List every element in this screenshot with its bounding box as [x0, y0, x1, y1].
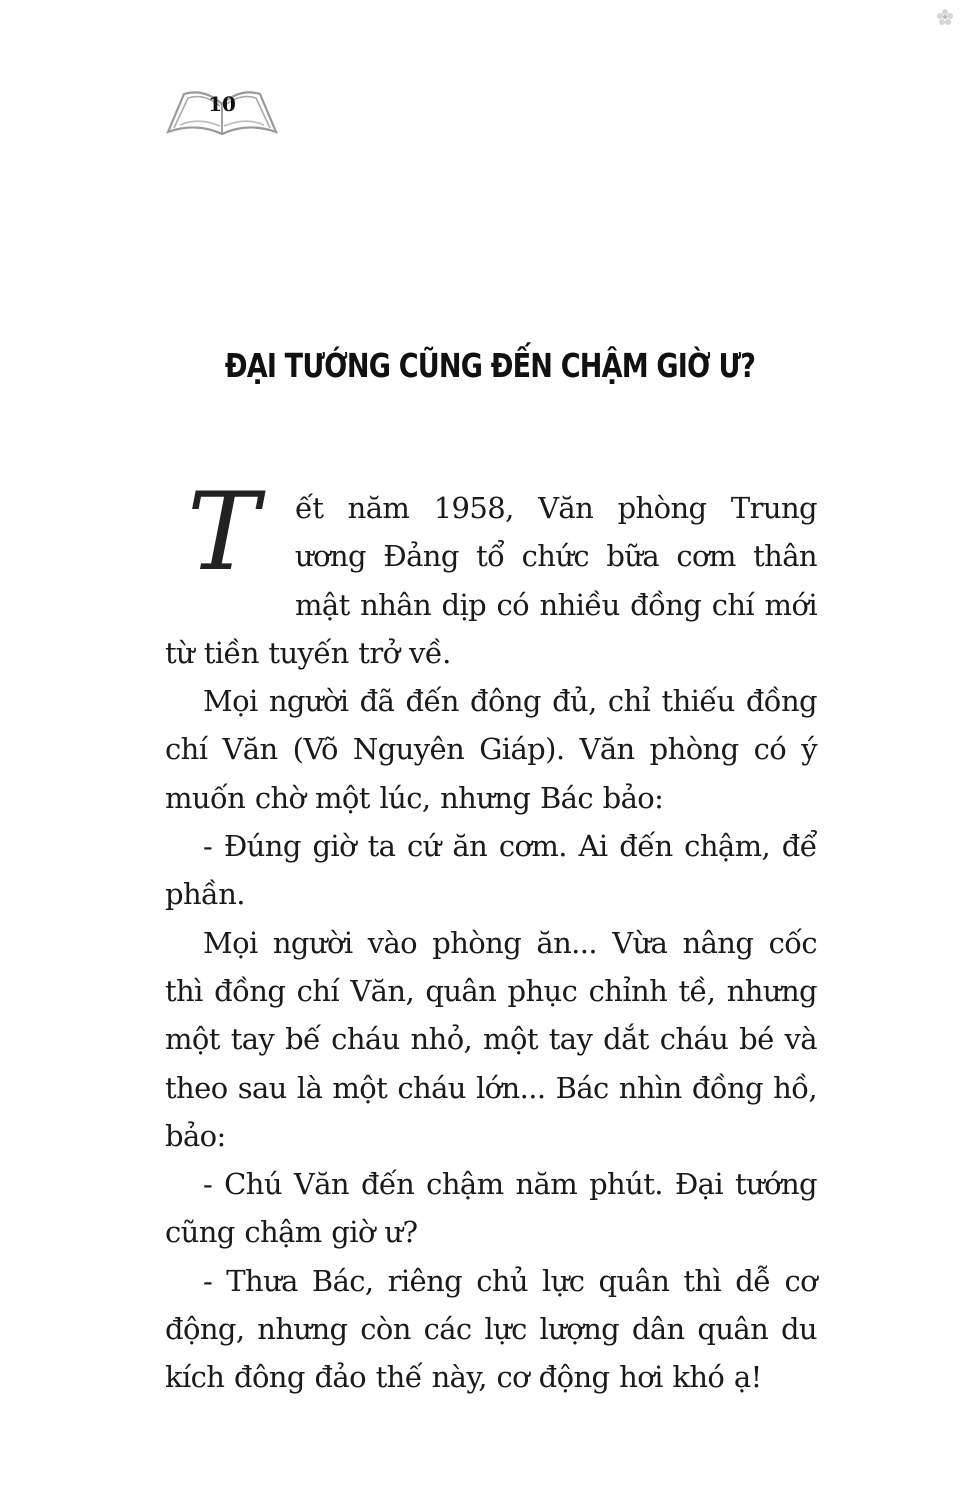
flower-icon	[936, 8, 954, 26]
paragraph: Mọi người đã đến đông đủ, chỉ thiếu đồng chí Văn (Võ Nguyên Giáp). Văn phòng có ý muốn chờ một lúc, nhưng Bác bảo:	[165, 684, 817, 815]
paragraph: - Chú Văn đến chậm năm phút. Đại tướng cũng chậm giờ ư?	[165, 1167, 817, 1250]
page-number-badge	[164, 82, 280, 138]
paragraph	[165, 470, 817, 677]
story-body	[165, 470, 817, 1402]
page-number: 10	[208, 92, 236, 116]
paragraph: - Thưa Bác, riêng chủ lực quân thì dễ cơ động, nhưng còn các lực lượng dân quân du kích đông đảo thế này, cơ động hơi khó ạ!	[165, 1263, 817, 1395]
paragraph: Mọi người vào phòng ăn... Vừa nâng cốc thì đồng chí Văn, quân phục chỉnh tề, nhưng một tay bế cháu nhỏ, một tay dắt cháu bé và theo sau là một cháu lớn... Bác nhìn đồng hồ, bảo:	[165, 925, 817, 1153]
drop-cap: T	[187, 470, 259, 595]
paragraph-text: ết năm 1958, Văn phòng Trung ương Đảng tổ chức bữa cơm thân mật nhân dịp có nhiều đồng chí mới từ tiền tuyến trở về.	[165, 491, 817, 670]
chapter-title: ĐẠI TƯỚNG CŨNG ĐẾN CHẬM GIỜ Ư?	[224, 346, 756, 385]
paragraph: - Đúng giờ ta cứ ăn cơm. Ai đến chậm, để phần.	[165, 829, 817, 912]
